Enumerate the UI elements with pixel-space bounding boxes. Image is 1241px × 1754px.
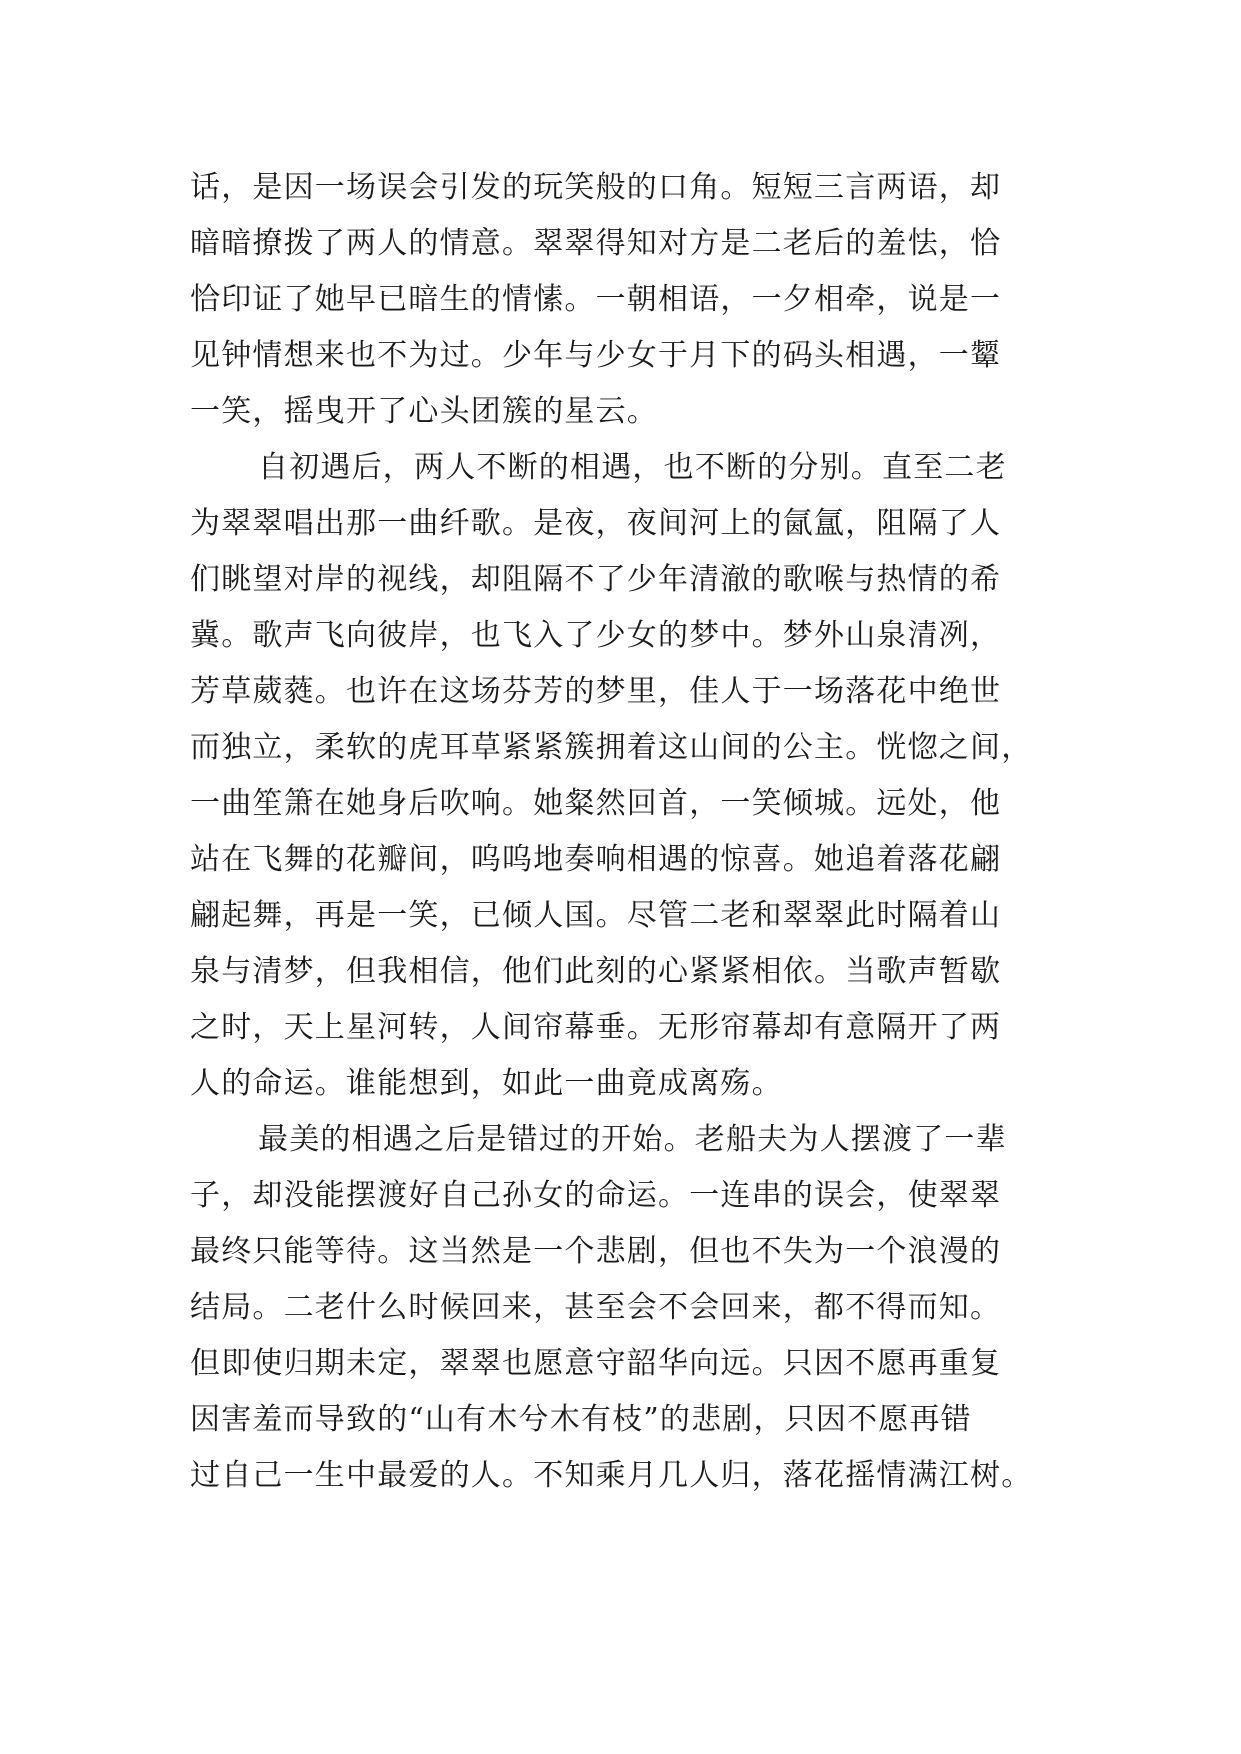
text-line: 翩起舞，再是一笑，已倾人国。尽管二老和翠翠此时隔着山: [190, 898, 1002, 933]
paragraph-1: [190, 160, 1050, 440]
text-line: 结局。二老什么时候回来，甚至会不会回来，都不得而知。: [190, 1290, 1002, 1325]
text-line: 人的命运。谁能想到，如此一曲竟成离殇。: [190, 1066, 783, 1101]
text-line: 恰印证了她早已暗生的情愫。一朝相语，一夕相牵，说是一: [190, 282, 1002, 317]
text-line: 之时，天上星河转，人间帘幕垂。无形帘幕却有意隔开了两: [190, 1010, 1002, 1045]
text-line: 泉与清梦，但我相信，他们此刻的心紧紧相依。当歌声暂歇: [190, 954, 1002, 989]
text-line: 一笑，摇曳开了心头团簇的星云。: [190, 394, 658, 429]
text-line: 冀。歌声飞向彼岸，也飞入了少女的梦中。梦外山泉清冽，: [190, 618, 1002, 653]
body-text: [190, 160, 1050, 1504]
text-line: 暗暗撩拨了两人的情意。翠翠得知对方是二老后的羞怯，恰: [190, 226, 1002, 261]
text-line: 们眺望对岸的视线，却阻隔不了少年清澈的歌喉与热情的希: [190, 562, 1002, 597]
paragraph-3: [190, 1112, 1050, 1504]
text-line: 最终只能等待。这当然是一个悲剧，但也不失为一个浪漫的: [190, 1234, 1002, 1269]
text-line: 而独立，柔软的虎耳草紧紧簇拥着这山间的公主。恍惚之间，: [190, 730, 1033, 765]
text-line: 站在飞舞的花瓣间，呜呜地奏响相遇的惊喜。她追着落花翩: [190, 842, 1002, 877]
text-line: 过自己一生中最爱的人。不知乘月几人归，落花摇情满江树。: [190, 1458, 1033, 1493]
text-line: 芳草葳蕤。也许在这场芬芳的梦里，佳人于一场落花中绝世: [190, 674, 1002, 709]
text-line: 一曲笙箫在她身后吹响。她粲然回首，一笑倾城。远处，他: [190, 786, 1002, 821]
text-line: 自初遇后，两人不断的相遇，也不断的分别。直至二老: [258, 450, 1007, 485]
text-line: 子，却没能摆渡好自己孙女的命运。一连串的误会，使翠翠: [190, 1178, 1002, 1213]
text-line: 话，是因一场误会引发的玩笑般的口角。短短三言两语，却: [190, 170, 1002, 205]
text-line: 见钟情想来也不为过。少年与少女于月下的码头相遇，一颦: [190, 338, 1002, 373]
text-line: 最美的相遇之后是错过的开始。老船夫为人摆渡了一辈: [258, 1122, 1007, 1157]
text-line: 因害羞而导致的“山有木兮木有枝”的悲剧，只因不愿再错: [190, 1402, 972, 1437]
paragraph-2: [190, 440, 1050, 1112]
text-line: 为翠翠唱出那一曲纤歌。是夜，夜间河上的氤氲，阻隔了人: [190, 506, 1002, 541]
text-line: 但即使归期未定，翠翠也愿意守韶华向远。只因不愿再重复: [190, 1346, 1002, 1381]
